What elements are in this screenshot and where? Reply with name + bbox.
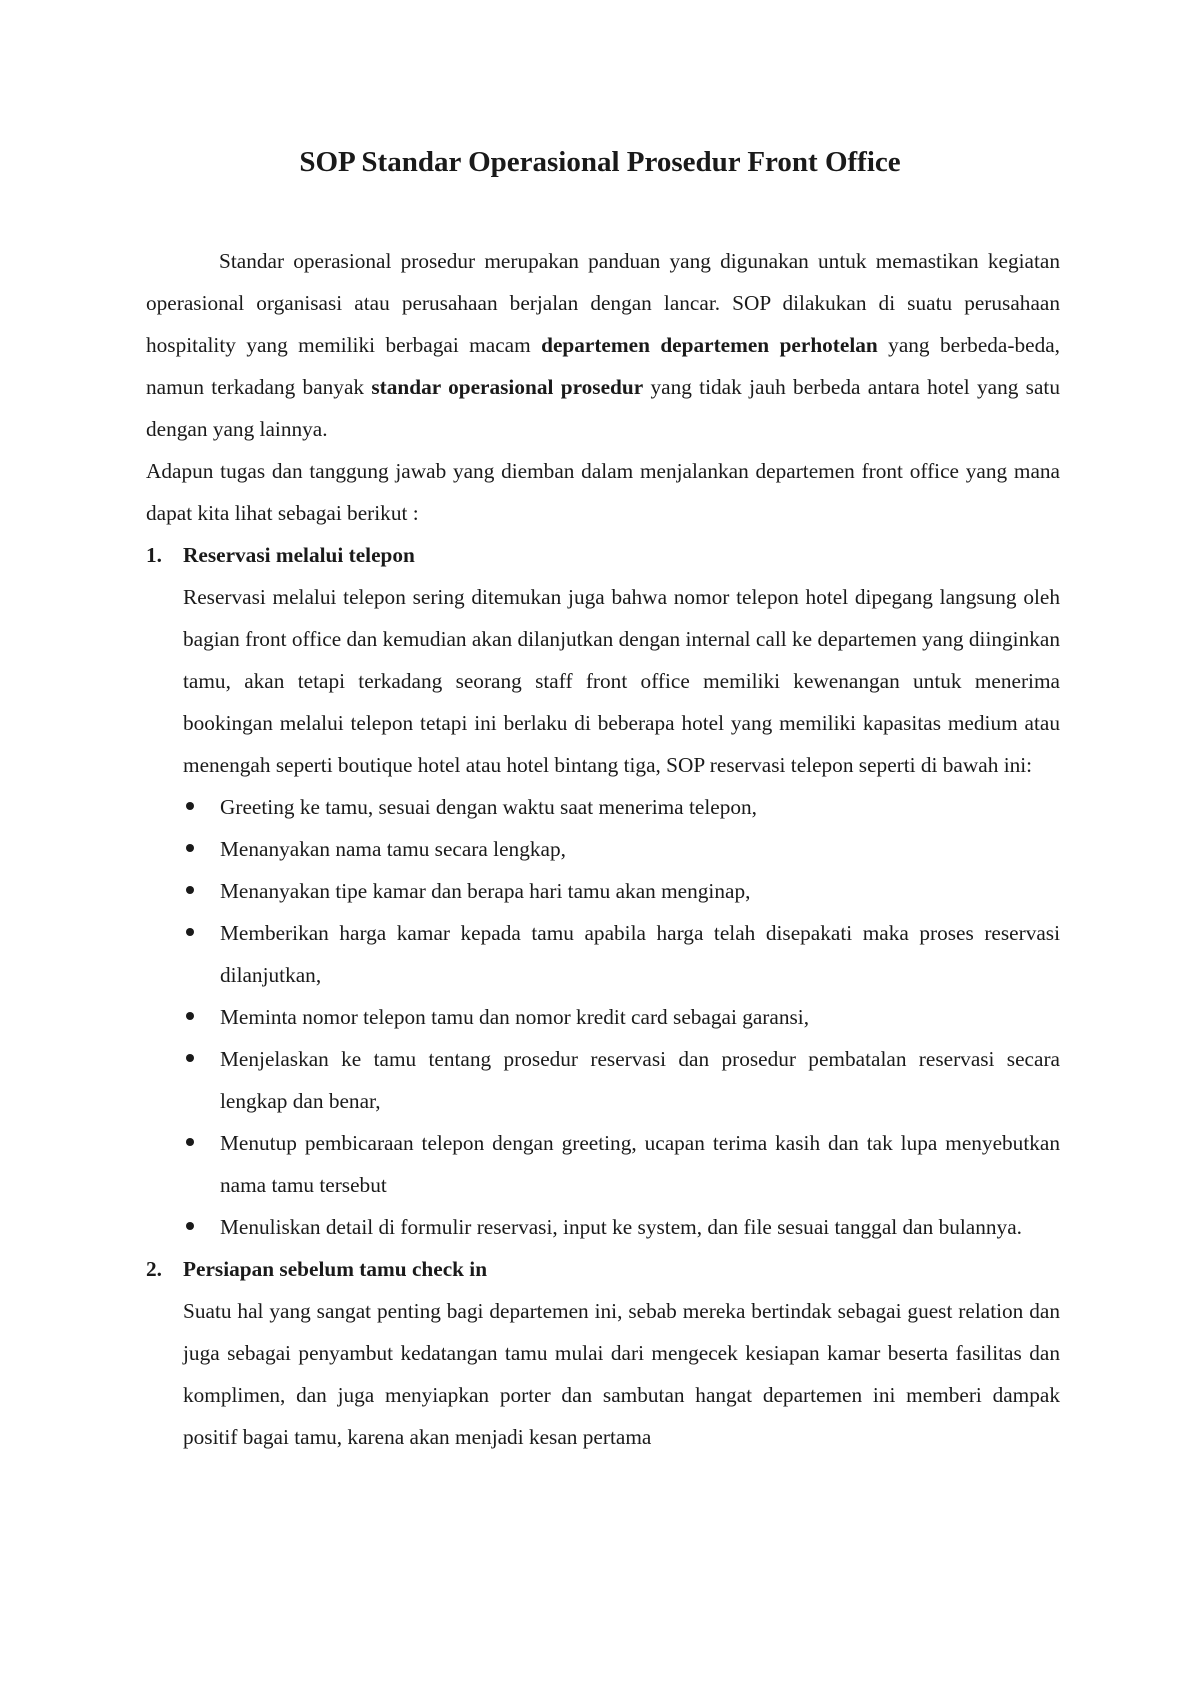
bullet-icon — [186, 928, 194, 936]
list-item: Menanyakan tipe kamar dan berapa hari tamu akan menginap, — [183, 870, 1060, 912]
bullet-icon — [186, 1012, 194, 1020]
list-item: Menuliskan detail di formulir reservasi, input ke system, dan file sesuai tanggal dan bulannya. — [183, 1206, 1060, 1248]
bullet-icon — [186, 886, 194, 894]
bullet-list — [183, 786, 1060, 1248]
document-title: SOP Standar Operasional Prosedur Front Office — [299, 146, 901, 178]
list-item: Menjelaskan ke tamu tentang prosedur reservasi dan prosedur pembatalan reservasi secara lengkap dan benar, — [183, 1038, 1060, 1122]
bullet-icon — [186, 844, 194, 852]
list-item: Menutup pembicaraan telepon dengan greeting, ucapan terima kasih dan tak lupa menyebutkan nama tamu tersebut — [183, 1122, 1060, 1206]
document-body — [146, 240, 1060, 1458]
intro-paragraph: Standar operasional prosedur merupakan panduan yang digunakan untuk memastikan kegiatan operasional organisasi atau perusahaan berjalan dengan lancar. SOP dilakukan di suatu perusahaan hospitality yang memiliki berbagai macam departemen departemen perhotelan yang berbeda-beda, namun terkadang banyak standar operasional prosedur yang tidak jauh berbeda antara hotel yang satu dengan yang lainnya. — [146, 249, 1061, 441]
section-paragraph: Suatu hal yang sangat penting bagi departemen ini, sebab mereka bertindak sebagai guest relation dan juga sebagai penyambut kedatangan tamu mulai dari mengecek kesiapan kamar beserta fasilitas dan komplimen, dan juga menyiapkan porter dan sambutan hangat departemen ini memberi dampak positif bagai tamu, karena akan menjadi kesan pertama — [183, 1299, 1060, 1449]
section-paragraph: Reservasi melalui telepon sering ditemukan juga bahwa nomor telepon hotel dipegang langsung oleh bagian front office dan kemudian akan dilanjutkan dengan internal call ke departemen yang diinginkan tamu, akan tetapi terkadang seorang staff front office memiliki kewenangan untuk menerima bookingan melalui telepon tetapi ini berlaku di beberapa hotel yang memiliki kapasitas medium atau menengah seperti boutique hotel atau hotel bintang tiga, SOP reservasi telepon seperti di bawah ini: — [183, 585, 1060, 777]
bold-term-sop: standar operasional prosedur — [371, 375, 644, 399]
list-item: Menanyakan nama tamu secara lengkap, — [183, 828, 1060, 870]
section-1 — [146, 534, 1060, 1248]
list-item: Meminta nomor telepon tamu dan nomor kredit card sebagai garansi, — [183, 996, 1060, 1038]
section-title: Reservasi melalui telepon — [183, 543, 415, 567]
section-2 — [146, 1248, 1060, 1458]
section-number: 1. — [146, 543, 162, 567]
list-item: Memberikan harga kamar kepada tamu apabila harga telah disepakati maka proses reservasi dilanjutkan, — [183, 912, 1060, 996]
section-title: Persiapan sebelum tamu check in — [183, 1257, 488, 1281]
bullet-icon — [186, 1054, 194, 1062]
intro-paragraph-2: Adapun tugas dan tanggung jawab yang diemban dalam menjalankan departemen front office yang mana dapat kita lihat sebagai berikut : — [146, 459, 1060, 525]
list-item: Greeting ke tamu, sesuai dengan waktu saat menerima telepon, — [183, 786, 1060, 828]
bold-term-departemen: departemen departemen perhotelan — [541, 333, 878, 357]
bullet-icon — [186, 1138, 194, 1146]
bullet-icon — [186, 802, 194, 810]
bullet-icon — [186, 1222, 194, 1230]
section-number: 2. — [146, 1257, 162, 1281]
